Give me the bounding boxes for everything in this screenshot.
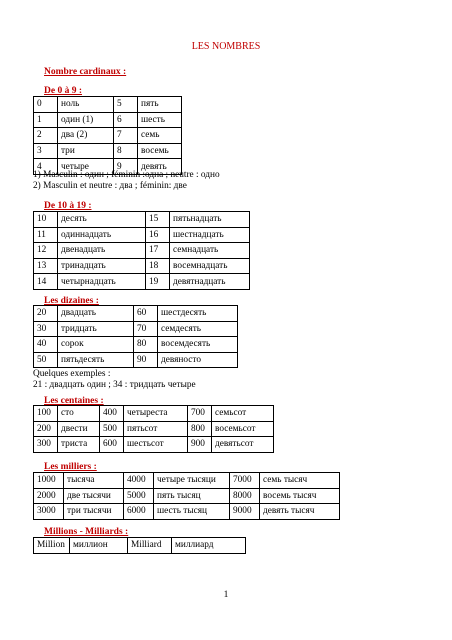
table-row — [34, 538, 246, 554]
number-cell: 500 — [100, 421, 124, 437]
number-cell: 2 — [34, 128, 58, 144]
number-cell: 9000 — [230, 504, 260, 520]
number-cell: 8 — [114, 143, 138, 159]
number-cell: 1000 — [34, 473, 64, 489]
number-cell: Million — [34, 538, 70, 554]
number-cell: 4 — [34, 159, 58, 175]
number-cell: 19 — [146, 274, 170, 290]
table-row — [34, 112, 182, 128]
word-cell: пять — [138, 97, 182, 113]
number-cell: 700 — [188, 406, 212, 422]
table-row — [34, 421, 274, 437]
word-cell: шесть тысяц — [154, 504, 230, 520]
word-cell: семнадцать — [170, 243, 250, 259]
word-cell: миллион — [70, 538, 128, 554]
word-cell: две тысячи — [64, 488, 124, 504]
word-cell: девять — [138, 159, 182, 175]
table-milliers — [33, 472, 340, 520]
number-cell: 14 — [34, 274, 58, 290]
table-row — [34, 227, 250, 243]
number-cell: 200 — [34, 421, 58, 437]
number-cell: 12 — [34, 243, 58, 259]
number-cell: 40 — [34, 337, 58, 353]
table-row — [34, 504, 340, 520]
table-row — [34, 473, 340, 489]
word-cell: сорок — [58, 337, 134, 353]
word-cell: восемь — [138, 143, 182, 159]
word-cell: шестдесять — [158, 306, 238, 322]
number-cell: 17 — [146, 243, 170, 259]
section-heading-10-19: De 10 à 19 : — [44, 201, 92, 211]
page-title: LES NOMBRES — [191, 41, 261, 52]
number-cell: 80 — [134, 337, 158, 353]
section-heading-0-9: De 0 à 9 : — [44, 86, 82, 96]
word-cell: сто — [58, 406, 100, 422]
page-number: 1 — [223, 590, 229, 600]
number-cell: 900 — [188, 437, 212, 453]
number-cell: 8000 — [230, 488, 260, 504]
table-row — [34, 406, 274, 422]
section-heading-centaines: Les centaines : — [44, 396, 104, 406]
word-cell: шестнадцать — [170, 227, 250, 243]
word-cell: двести — [58, 421, 100, 437]
word-cell: миллиард — [172, 538, 246, 554]
table-0-9 — [33, 96, 182, 175]
table-millions — [33, 537, 246, 554]
number-cell: 70 — [134, 321, 158, 337]
number-cell: 0 — [34, 97, 58, 113]
word-cell: триста — [58, 437, 100, 453]
table-row — [34, 337, 238, 353]
table-row — [34, 258, 250, 274]
table-row — [34, 306, 238, 322]
word-cell: четырнадцать — [58, 274, 146, 290]
number-cell: 7 — [114, 128, 138, 144]
table-row — [34, 97, 182, 113]
number-cell: 9 — [114, 159, 138, 175]
number-cell: 90 — [134, 352, 158, 368]
word-cell: пятьнадцать — [170, 212, 250, 228]
word-cell: три тысячи — [64, 504, 124, 520]
number-cell: 2000 — [34, 488, 64, 504]
table-row — [34, 243, 250, 259]
table-row — [34, 143, 182, 159]
word-cell: четыре тысяци — [154, 473, 230, 489]
word-cell: шесть — [138, 112, 182, 128]
table-row — [34, 212, 250, 228]
table-row — [34, 274, 250, 290]
word-cell: восемьсот — [212, 421, 274, 437]
number-cell: 13 — [34, 258, 58, 274]
number-cell: 7000 — [230, 473, 260, 489]
number-cell: 100 — [34, 406, 58, 422]
table-dizaines — [33, 305, 238, 368]
word-cell: девять тысяч — [260, 504, 340, 520]
number-cell: 6000 — [124, 504, 154, 520]
number-cell: 600 — [100, 437, 124, 453]
word-cell: девятнадцать — [170, 274, 250, 290]
word-cell: тысяча — [64, 473, 124, 489]
number-cell: 18 — [146, 258, 170, 274]
word-cell: восемдесять — [158, 337, 238, 353]
number-cell: 10 — [34, 212, 58, 228]
word-cell: двадцать — [58, 306, 134, 322]
word-cell: четыре — [58, 159, 114, 175]
word-cell: семьсот — [212, 406, 274, 422]
word-cell: одиннадцать — [58, 227, 146, 243]
number-cell: 5000 — [124, 488, 154, 504]
word-cell: девяносто — [158, 352, 238, 368]
word-cell: четыреста — [124, 406, 188, 422]
number-cell: 3000 — [34, 504, 64, 520]
number-cell: 50 — [34, 352, 58, 368]
word-cell: семь тысяч — [260, 473, 340, 489]
number-cell: 20 — [34, 306, 58, 322]
word-cell: один (1) — [58, 112, 114, 128]
number-cell: 3 — [34, 143, 58, 159]
number-cell: 300 — [34, 437, 58, 453]
table-row — [34, 437, 274, 453]
table-row — [34, 352, 238, 368]
word-cell: тринадцать — [58, 258, 146, 274]
number-cell: 11 — [34, 227, 58, 243]
word-cell: ноль — [58, 97, 114, 113]
table-centaines — [33, 405, 274, 453]
word-cell: пятьдесять — [58, 352, 134, 368]
word-cell: два (2) — [58, 128, 114, 144]
word-cell: десять — [58, 212, 146, 228]
number-cell: 15 — [146, 212, 170, 228]
section-heading-dizaines: Les dizaines : — [44, 296, 99, 306]
cardinals-heading: Nombre cardinaux : — [44, 67, 127, 77]
note-examples: 21 : двадцать один ; 34 : тридцать четыре — [33, 380, 196, 390]
section-heading-milliers: Les milliers : — [44, 462, 97, 472]
table-row — [34, 321, 238, 337]
word-cell: семь — [138, 128, 182, 144]
number-cell: 16 — [146, 227, 170, 243]
word-cell: тридцать — [58, 321, 134, 337]
number-cell: 4000 — [124, 473, 154, 489]
word-cell: восемнадцать — [170, 258, 250, 274]
word-cell: семдесять — [158, 321, 238, 337]
word-cell: шестьсот — [124, 437, 188, 453]
section-heading-millions: Millions - Milliards : — [44, 527, 129, 537]
note-examples-label: Quelques exemples : — [33, 369, 111, 379]
word-cell: пять тысяц — [154, 488, 230, 504]
word-cell: пятьсот — [124, 421, 188, 437]
number-cell: 30 — [34, 321, 58, 337]
number-cell: 400 — [100, 406, 124, 422]
number-cell: 1 — [34, 112, 58, 128]
number-cell: 800 — [188, 421, 212, 437]
number-cell: 6 — [114, 112, 138, 128]
word-cell: девятьсот — [212, 437, 274, 453]
word-cell: восемь тысяч — [260, 488, 340, 504]
note-gender-1: 1) Masculin : один ; féminin :одна ; neutre : одно — [33, 170, 220, 180]
table-row — [34, 488, 340, 504]
number-cell: Milliard — [128, 538, 172, 554]
note-gender-2: 2) Masculin et neutre : два ; féminin: две — [33, 181, 187, 191]
word-cell: три — [58, 143, 114, 159]
table-row — [34, 128, 182, 144]
number-cell: 5 — [114, 97, 138, 113]
word-cell: двенадцать — [58, 243, 146, 259]
table-10-19 — [33, 211, 250, 290]
number-cell: 60 — [134, 306, 158, 322]
